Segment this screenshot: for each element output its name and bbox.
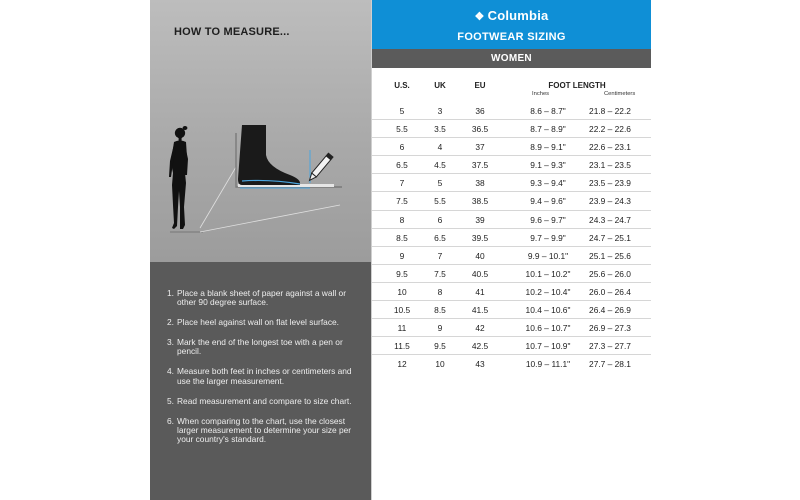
brand-name: Columbia (487, 8, 549, 23)
cell-uk: 8 (437, 286, 443, 297)
table-row (372, 192, 651, 210)
table-row (372, 229, 651, 247)
cell-uk: 5 (437, 178, 443, 189)
cell-uk: 9.5 (434, 341, 446, 352)
brand-logo (372, 8, 651, 23)
list-item: 1. Place a blank sheet of paper against a wall or other 90 degree surface. (167, 288, 347, 308)
cell-cm: 25.6 – 26.0 (589, 268, 631, 279)
cell-us: 8 (399, 214, 405, 225)
table-row (372, 120, 651, 138)
table-row (372, 337, 651, 355)
size-table-body (372, 102, 651, 373)
cell-us: 11 (397, 323, 407, 334)
cell-eu: 38 (475, 178, 485, 189)
cell-us: 5 (399, 106, 405, 116)
cell-cm: 23.9 – 24.3 (589, 196, 631, 207)
cell-us: 7 (399, 178, 405, 189)
cell-us: 10.5 (393, 305, 411, 316)
cell-eu: 42 (475, 323, 485, 334)
table-row (372, 211, 651, 229)
cell-us: 12 (397, 359, 407, 370)
cell-cm: 26.4 – 26.9 (589, 305, 631, 316)
cell-inches: 10.6 – 10.7" (525, 323, 571, 334)
table-row (372, 319, 651, 337)
cell-inches: 9.3 – 9.4" (530, 178, 566, 189)
cell-inches: 10.2 – 10.4" (525, 286, 571, 297)
cell-uk: 3 (437, 106, 443, 116)
header-foot-length: FOOT LENGTH (548, 81, 606, 90)
pencil-icon (307, 153, 333, 182)
cell-eu: 36.5 (471, 124, 489, 135)
cell-cm: 23.1 – 23.5 (589, 160, 631, 171)
list-item: 2. Place heel against wall on flat level surface. (167, 317, 340, 328)
cell-cm: 26.0 – 26.4 (589, 286, 631, 297)
table-row (372, 156, 651, 174)
table-row (372, 102, 651, 120)
table-row (372, 174, 651, 192)
cell-inches: 9.4 – 9.6" (530, 196, 566, 207)
cell-us: 9 (399, 250, 405, 261)
cell-eu: 38.5 (471, 196, 489, 207)
cell-cm: 23.5 – 23.9 (589, 178, 631, 189)
cell-eu: 39.5 (471, 232, 489, 243)
table-row (372, 283, 651, 301)
cell-inches: 9.7 – 9.9" (530, 232, 566, 243)
cell-us: 11.5 (394, 341, 410, 352)
table-row (372, 247, 651, 265)
cell-inches: 10.1 – 10.2" (525, 268, 571, 279)
table-row (372, 138, 651, 156)
brand-header (372, 0, 651, 49)
cell-cm: 27.7 – 28.1 (589, 359, 631, 370)
cell-eu: 40.5 (471, 268, 489, 279)
cell-uk: 8.5 (434, 305, 446, 316)
measuring-illustration (150, 95, 371, 255)
cell-inches: 9.6 – 9.7" (530, 214, 566, 225)
header-us: U.S. (394, 81, 410, 90)
cell-us: 6.5 (396, 160, 408, 171)
cell-uk: 7.5 (434, 268, 446, 279)
cell-eu: 41 (475, 286, 485, 297)
foot-sock-icon (238, 125, 300, 185)
cell-eu: 41.5 (471, 305, 489, 316)
cell-eu: 39 (475, 214, 485, 225)
cell-cm: 27.3 – 27.7 (589, 341, 631, 352)
cell-cm: 24.3 – 24.7 (589, 214, 631, 225)
cell-inches: 10.9 – 11.1" (525, 359, 571, 370)
cell-uk: 6.5 (434, 232, 446, 243)
cell-uk: 7 (437, 250, 443, 261)
header-inches: Inches (532, 91, 550, 97)
cell-us: 6 (399, 142, 405, 153)
cell-us: 10 (397, 286, 407, 297)
cell-eu: 37.5 (471, 160, 489, 171)
header-uk: UK (434, 81, 446, 90)
cell-cm: 24.7 – 25.1 (589, 232, 631, 243)
cell-inches: 10.7 – 10.9" (525, 341, 571, 352)
cell-inches: 10.4 – 10.6" (525, 305, 571, 316)
cell-us: 8.5 (396, 232, 408, 243)
cell-eu: 37 (475, 142, 485, 153)
cell-cm: 26.9 – 27.3 (589, 323, 631, 334)
woman-silhouette-icon (169, 126, 188, 229)
cell-uk: 4.5 (434, 160, 446, 171)
cell-uk: 4 (437, 142, 443, 153)
cell-cm: 25.1 – 25.6 (589, 250, 631, 261)
list-item: 5. Read measurement and compare to size chart. (167, 395, 352, 406)
illustration-area (150, 0, 371, 262)
header-centimeters: Centimeters (604, 91, 636, 97)
cell-uk: 9 (437, 323, 443, 334)
columbia-diamond-icon: ❖ (474, 11, 485, 23)
list-item: 4. Measure both feet in inches or centimeters and use the larger measurement. (167, 366, 352, 386)
cell-eu: 40 (475, 250, 485, 261)
header-eu: EU (474, 81, 486, 90)
cell-us: 5.5 (396, 124, 408, 135)
cell-uk: 3.5 (434, 124, 446, 135)
list-item: 6. When comparing to the chart, use the closest larger measurement to determine your size per your country's standard. (167, 415, 352, 445)
list-item: 3. Mark the end of the longest toe with a pen or pencil. (167, 337, 343, 357)
cell-cm: 21.8 – 22.2 (589, 106, 631, 116)
cell-inches: 9.1 – 9.3" (530, 160, 566, 171)
cell-inches: 8.7 – 8.9" (530, 124, 566, 135)
cell-uk: 5.5 (434, 196, 446, 207)
table-row (372, 265, 651, 283)
size-chart-panel (371, 0, 650, 500)
how-to-measure-title: HOW TO MEASURE... (174, 26, 290, 38)
cell-inches: 9.9 – 10.1" (527, 250, 569, 261)
cell-uk: 6 (437, 214, 443, 225)
cell-cm: 22.6 – 23.1 (589, 142, 631, 153)
measure-steps-list (167, 289, 367, 455)
cell-us: 7.5 (396, 196, 408, 207)
table-row (372, 301, 651, 319)
cell-inches: 8.9 – 9.1" (530, 142, 566, 153)
chart-title: FOOTWEAR SIZING (457, 31, 566, 43)
cell-uk: 10 (435, 359, 445, 370)
cell-us: 9.5 (396, 268, 408, 279)
cell-cm: 22.2 – 22.6 (589, 124, 631, 135)
cell-eu: 42.5 (471, 341, 489, 352)
table-row (372, 355, 651, 373)
cell-inches: 8.6 – 8.7" (530, 106, 566, 116)
section-title: WOMEN (372, 49, 651, 68)
cell-eu: 36 (475, 106, 485, 116)
cell-eu: 43 (475, 359, 485, 370)
how-to-measure-panel (150, 0, 371, 500)
measure-steps-panel (150, 262, 371, 500)
